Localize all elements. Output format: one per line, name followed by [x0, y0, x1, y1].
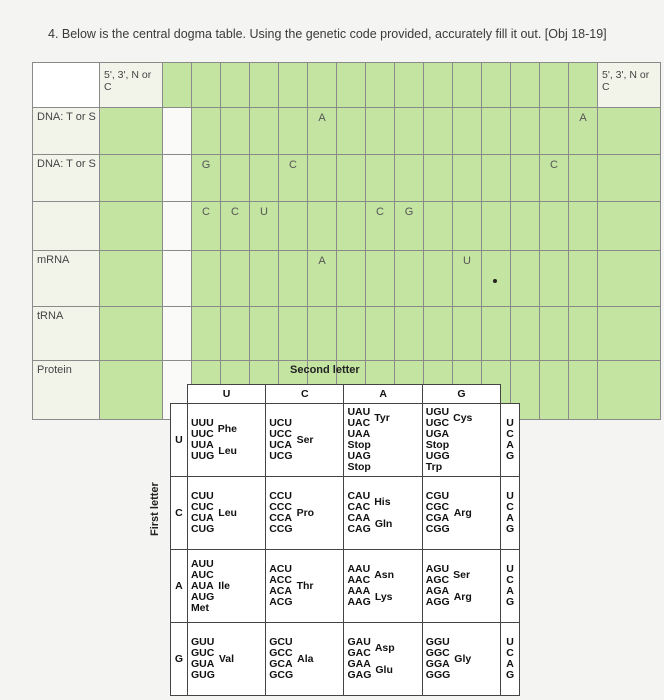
- fill-cell[interactable]: [250, 307, 279, 361]
- fill-cell[interactable]: [453, 307, 482, 361]
- second-letter-label: Second letter: [290, 364, 360, 376]
- first-letter-label: First letter: [149, 482, 161, 536]
- codon: CUA: [190, 512, 214, 524]
- row-label: [33, 202, 100, 251]
- fill-cell[interactable]: [424, 63, 453, 108]
- fill-cell[interactable]: [424, 307, 453, 361]
- codon-row: [171, 623, 520, 696]
- codon-cell: [266, 550, 344, 623]
- codon: CUG: [190, 523, 215, 535]
- codon: GAG: [347, 669, 372, 681]
- codon: AAA: [347, 585, 371, 597]
- fill-cell[interactable]: [192, 251, 221, 307]
- row-label: Protein: [33, 361, 100, 420]
- first-letter: G: [171, 623, 188, 696]
- codon: ACG: [269, 596, 293, 608]
- fill-cell[interactable]: [337, 202, 366, 251]
- codon: GCU: [269, 636, 293, 648]
- cell-value: C: [231, 206, 239, 218]
- dogma-row: [33, 63, 661, 108]
- row-label: tRNA: [33, 307, 100, 361]
- codon: AAC: [347, 574, 371, 586]
- codon-cell: [187, 477, 265, 550]
- fill-cell[interactable]: [511, 307, 540, 361]
- codon: GGG: [425, 669, 451, 681]
- codon-cell: [344, 623, 422, 696]
- fill-cell[interactable]: [482, 63, 511, 108]
- second-letter-header: G: [422, 385, 500, 404]
- fill-cell[interactable]: [598, 108, 661, 155]
- amino-acid: Lys: [374, 591, 393, 603]
- codon: ACA: [269, 585, 292, 597]
- codon: UGA: [425, 428, 450, 440]
- dogma-row: [33, 202, 661, 251]
- cell-value: U: [260, 206, 268, 218]
- fill-cell[interactable]: [221, 155, 250, 202]
- codon-cell: [187, 404, 265, 477]
- codon: AUU: [190, 557, 214, 570]
- second-letter-header: C: [266, 385, 344, 404]
- fill-cell[interactable]: [279, 108, 308, 155]
- dogma-row: [33, 307, 661, 361]
- codon: UAC: [347, 417, 371, 429]
- genetic-code-table: [150, 360, 520, 690]
- codon: GGC: [425, 647, 450, 659]
- fill-cell[interactable]: [192, 307, 221, 361]
- fill-cell[interactable]: [366, 202, 395, 251]
- codon-extra: Met: [190, 601, 210, 614]
- cell-value: C: [376, 206, 384, 218]
- fill-cell[interactable]: [250, 63, 279, 108]
- amino-acid: Glu: [375, 664, 393, 676]
- codon-extra: Stop: [347, 461, 371, 473]
- codon: CAU: [347, 490, 371, 502]
- fill-cell[interactable]: [100, 108, 163, 155]
- amino-acid: Asn: [374, 569, 395, 581]
- fill-cell[interactable]: [569, 155, 598, 202]
- fill-cell[interactable]: [279, 155, 308, 202]
- fill-cell[interactable]: [163, 307, 192, 361]
- fill-cell[interactable]: [598, 251, 661, 307]
- codon: AUC: [190, 568, 214, 581]
- codon-cell: [344, 477, 422, 550]
- codon: CUU: [190, 490, 214, 502]
- codon: GCA: [269, 658, 293, 670]
- fill-cell[interactable]: [569, 202, 598, 251]
- codon: GAC: [347, 647, 371, 659]
- fill-cell[interactable]: [221, 251, 250, 307]
- fill-cell[interactable]: [569, 63, 598, 108]
- fill-cell[interactable]: [163, 251, 192, 307]
- amino-acid: His: [374, 496, 391, 508]
- codon: CAC: [347, 501, 371, 513]
- fill-cell[interactable]: [482, 251, 511, 307]
- codon: UUG: [190, 450, 215, 462]
- fill-cell[interactable]: [221, 307, 250, 361]
- first-letter: U: [171, 404, 188, 477]
- third-letters: U C A G: [501, 550, 520, 623]
- fill-cell[interactable]: [279, 202, 308, 251]
- codon: GGA: [425, 658, 450, 670]
- third-letters: U C A G: [501, 404, 520, 477]
- codon: CAG: [347, 523, 371, 535]
- codon: AAG: [347, 596, 371, 608]
- codon: UUA: [190, 439, 214, 451]
- question-text: 4. Below is the central dogma table. Using the genetic code provided, accurately fill it out. [Obj 18-19]: [48, 27, 607, 41]
- fill-cell[interactable]: [337, 155, 366, 202]
- first-letter: C: [171, 477, 188, 550]
- fill-cell[interactable]: [250, 108, 279, 155]
- codon: ACC: [269, 574, 292, 586]
- codon: GUU: [190, 636, 215, 648]
- fill-cell[interactable]: [453, 251, 482, 307]
- fill-cell[interactable]: [163, 202, 192, 251]
- fill-cell[interactable]: [395, 307, 424, 361]
- fill-cell[interactable]: [540, 63, 569, 108]
- fill-cell[interactable]: [308, 108, 337, 155]
- fill-cell[interactable]: [453, 202, 482, 251]
- codon: CGU: [425, 490, 450, 502]
- fill-cell[interactable]: [192, 202, 221, 251]
- row-label: [33, 63, 100, 108]
- fill-cell[interactable]: [395, 108, 424, 155]
- first-letter: A: [171, 550, 188, 623]
- codon-cell: [422, 550, 500, 623]
- cell-value: A: [318, 112, 326, 124]
- fill-cell[interactable]: [221, 202, 250, 251]
- codon: GCG: [269, 669, 294, 681]
- codon: UCC: [269, 428, 292, 440]
- fill-cell[interactable]: [192, 155, 221, 202]
- dogma-row: [33, 155, 661, 202]
- fill-cell[interactable]: [424, 202, 453, 251]
- codon: UCA: [269, 439, 292, 451]
- codon-cell: [422, 404, 500, 477]
- amino-acid: Thr: [296, 580, 314, 592]
- fill-cell[interactable]: [424, 251, 453, 307]
- fill-cell[interactable]: [395, 155, 424, 202]
- codon: UAU: [347, 406, 371, 418]
- fill-cell[interactable]: [482, 307, 511, 361]
- amino-acid: Gly: [454, 653, 472, 665]
- fill-cell[interactable]: [250, 251, 279, 307]
- codon: ACU: [269, 563, 292, 575]
- fill-cell[interactable]: [337, 108, 366, 155]
- codon-row: [171, 404, 520, 477]
- cell-value: U: [463, 255, 471, 267]
- fill-cell[interactable]: [279, 63, 308, 108]
- fill-cell[interactable]: [424, 108, 453, 155]
- cell-value: G: [404, 206, 414, 218]
- codon-cell: [266, 477, 344, 550]
- fill-cell[interactable]: [100, 307, 163, 361]
- fill-cell[interactable]: [569, 307, 598, 361]
- fill-cell[interactable]: [337, 251, 366, 307]
- codon-cell: [266, 623, 344, 696]
- fill-cell[interactable]: [279, 251, 308, 307]
- fill-cell[interactable]: [192, 63, 221, 108]
- fill-cell[interactable]: [598, 361, 661, 420]
- codon: CCG: [269, 523, 293, 535]
- codon-row: [171, 550, 520, 623]
- fill-cell[interactable]: [540, 361, 569, 420]
- codon: UGC: [425, 417, 450, 429]
- codon: UUC: [190, 428, 214, 440]
- amino-acid: Pro: [296, 507, 315, 519]
- amino-acid: Ser: [296, 434, 314, 446]
- codon: GCC: [269, 647, 293, 659]
- codon: CAA: [347, 512, 371, 524]
- fill-cell[interactable]: [366, 63, 395, 108]
- fill-cell[interactable]: [569, 361, 598, 420]
- fill-cell[interactable]: [511, 108, 540, 155]
- codon: CGA: [425, 512, 450, 524]
- codon: AUG: [190, 590, 215, 603]
- codon-extra: Trp: [425, 461, 443, 473]
- fill-cell[interactable]: [163, 108, 192, 155]
- codon-row: [171, 477, 520, 550]
- codon: CCC: [269, 501, 292, 513]
- fill-cell[interactable]: [366, 251, 395, 307]
- second-letter-header: A: [344, 385, 422, 404]
- fill-cell[interactable]: [337, 63, 366, 108]
- row-label: DNA: T or S: [33, 155, 100, 202]
- codon: AAU: [347, 563, 371, 575]
- codon: AUA: [190, 579, 214, 592]
- amino-acid: Leu: [218, 507, 237, 519]
- cell-value: G: [201, 159, 211, 171]
- fill-cell[interactable]: [569, 251, 598, 307]
- amino-acid: Ile: [218, 580, 230, 592]
- codon: UGG: [425, 450, 450, 462]
- codon: CUC: [190, 501, 214, 513]
- codon: UAA: [347, 428, 371, 440]
- fill-cell[interactable]: [250, 202, 279, 251]
- codon: GUC: [190, 647, 215, 659]
- fill-cell[interactable]: [482, 108, 511, 155]
- row-label: mRNA: [33, 251, 100, 307]
- fill-cell[interactable]: [366, 307, 395, 361]
- amino-acid: Arg: [453, 591, 472, 603]
- fill-cell[interactable]: [100, 202, 163, 251]
- fill-cell[interactable]: [308, 251, 337, 307]
- fill-cell[interactable]: [308, 155, 337, 202]
- codon-cell: [344, 404, 422, 477]
- fill-cell[interactable]: [511, 155, 540, 202]
- fill-cell[interactable]: [569, 108, 598, 155]
- codon: AGU: [425, 563, 450, 575]
- fill-cell[interactable]: [221, 108, 250, 155]
- amino-acid: Tyr: [374, 412, 390, 424]
- cell-value: 5', 3', N or C: [602, 69, 650, 93]
- codon: UCU: [269, 417, 292, 429]
- row-label: DNA: T or S: [33, 108, 100, 155]
- fill-cell[interactable]: [453, 63, 482, 108]
- fill-cell[interactable]: [308, 63, 337, 108]
- fill-cell[interactable]: [453, 108, 482, 155]
- codon: AGA: [425, 585, 450, 597]
- codon-extra: Stop: [347, 439, 371, 451]
- cell-value: A: [318, 255, 326, 267]
- cell-value: C: [550, 159, 558, 171]
- terminal-header-cell: [598, 63, 661, 108]
- fill-cell[interactable]: [279, 307, 308, 361]
- cell-value: 5', 3', N or C: [104, 69, 152, 93]
- codon: CGG: [425, 523, 450, 535]
- cell-value: C: [202, 206, 210, 218]
- amino-acid: Arg: [453, 507, 472, 519]
- codon-cell: [266, 404, 344, 477]
- fill-cell[interactable]: [395, 63, 424, 108]
- codon: UGU: [425, 406, 450, 418]
- fill-cell[interactable]: [482, 202, 511, 251]
- codon: CGC: [425, 501, 450, 513]
- fill-cell[interactable]: [163, 155, 192, 202]
- codon: UAG: [347, 450, 371, 462]
- fill-cell[interactable]: [540, 155, 569, 202]
- third-letters: U C A G: [501, 477, 520, 550]
- amino-acid: Ser: [453, 569, 471, 581]
- fill-cell[interactable]: [192, 108, 221, 155]
- fill-cell[interactable]: [424, 155, 453, 202]
- codon-extra: Stop: [425, 439, 450, 451]
- amino-acid: Ala: [297, 653, 314, 665]
- fill-cell[interactable]: [395, 251, 424, 307]
- fill-cell[interactable]: [100, 251, 163, 307]
- fill-cell[interactable]: [366, 155, 395, 202]
- fill-cell[interactable]: [308, 307, 337, 361]
- fill-cell[interactable]: [511, 63, 540, 108]
- codon: GAU: [347, 636, 371, 648]
- fill-cell[interactable]: [221, 63, 250, 108]
- fill-cell[interactable]: [100, 155, 163, 202]
- codon-cell: [187, 550, 265, 623]
- cell-value: C: [289, 159, 297, 171]
- terminal-header-cell: [100, 63, 163, 108]
- fill-cell[interactable]: [395, 202, 424, 251]
- codon: UUU: [190, 417, 214, 429]
- amino-acid: Asp: [374, 642, 395, 654]
- amino-acid: Phe: [217, 423, 237, 435]
- second-letter-header: U: [187, 385, 265, 404]
- fill-cell[interactable]: [511, 251, 540, 307]
- codon: GUA: [190, 658, 215, 670]
- fill-cell[interactable]: [598, 202, 661, 251]
- fill-cell[interactable]: [540, 202, 569, 251]
- fill-cell[interactable]: [540, 307, 569, 361]
- codon-cell: [187, 623, 265, 696]
- codon: GGU: [425, 636, 450, 648]
- codon-cell: [344, 550, 422, 623]
- codon: GUG: [190, 669, 215, 681]
- pen-dot-mark: [493, 279, 497, 283]
- fill-cell[interactable]: [308, 202, 337, 251]
- fill-cell[interactable]: [598, 155, 661, 202]
- fill-cell[interactable]: [540, 251, 569, 307]
- fill-cell[interactable]: [337, 307, 366, 361]
- fill-cell[interactable]: [250, 155, 279, 202]
- fill-cell[interactable]: [453, 155, 482, 202]
- amino-acid: Leu: [218, 445, 237, 457]
- dogma-row: [33, 251, 661, 307]
- third-letters: U C A G: [501, 623, 520, 696]
- fill-cell[interactable]: [598, 307, 661, 361]
- codon: AGC: [425, 574, 450, 586]
- fill-cell[interactable]: [366, 108, 395, 155]
- dogma-row: [33, 108, 661, 155]
- codon: CCU: [269, 490, 292, 502]
- codon-cell: [422, 477, 500, 550]
- codon: GAA: [347, 658, 371, 670]
- codon: UCG: [269, 450, 293, 462]
- amino-acid: Cys: [453, 412, 473, 424]
- fill-cell[interactable]: [482, 155, 511, 202]
- codon: AGG: [425, 596, 450, 608]
- codon: CCA: [269, 512, 292, 524]
- cell-value: A: [579, 112, 587, 124]
- fill-cell[interactable]: [540, 108, 569, 155]
- fill-cell[interactable]: [511, 202, 540, 251]
- amino-acid: Val: [218, 653, 235, 665]
- fill-cell[interactable]: [163, 63, 192, 108]
- codon-cell: [422, 623, 500, 696]
- amino-acid: Gln: [374, 518, 393, 530]
